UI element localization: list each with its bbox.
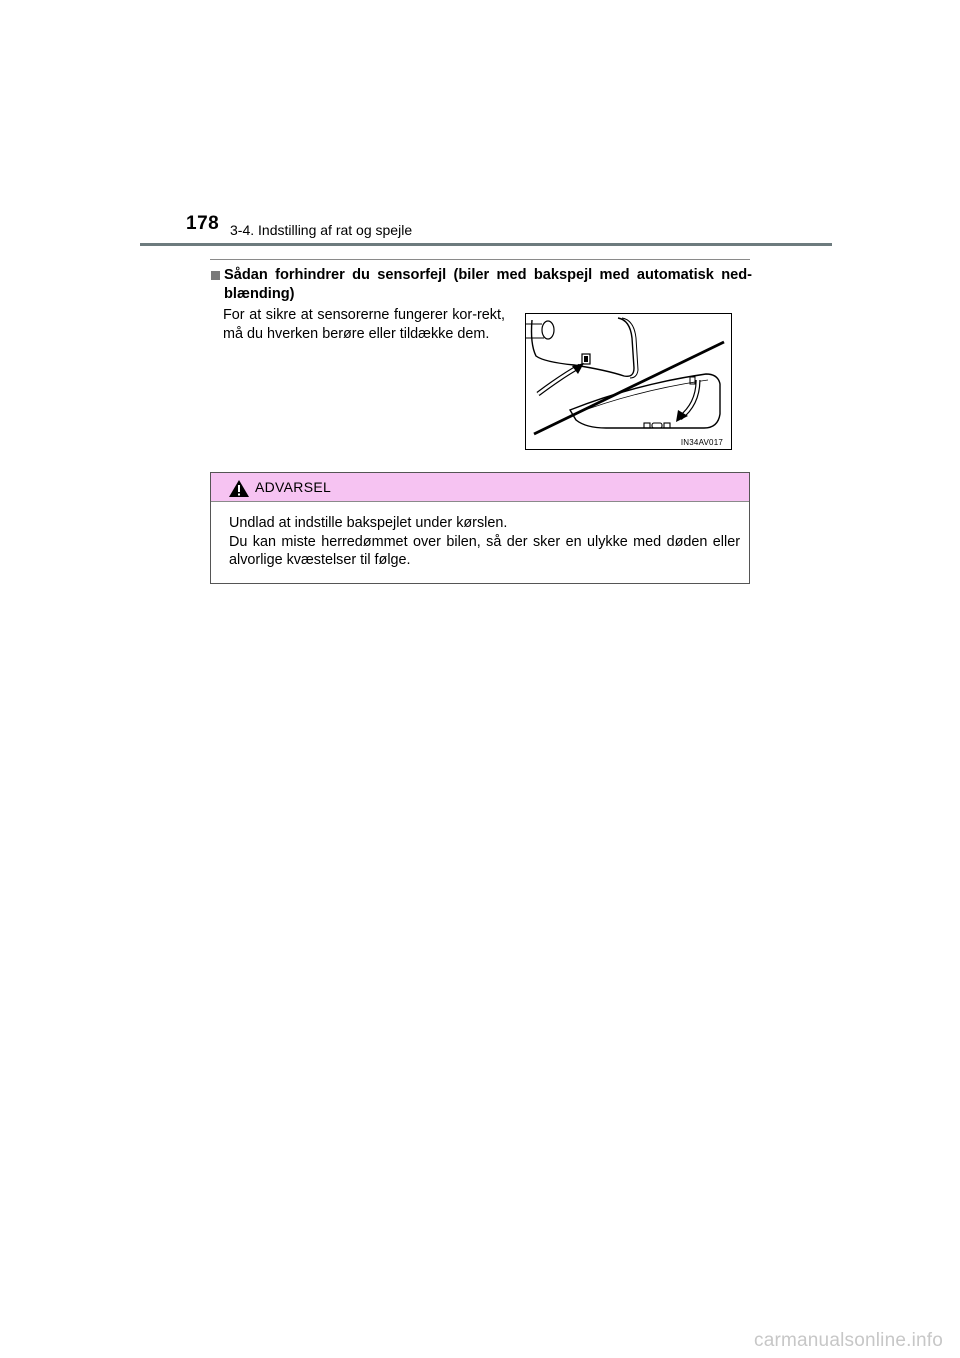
warning-line-2: Du kan miste herredømmet over bilen, så der sker en ulykke med døden eller alvorlige kvæstelser til følge. [229, 533, 740, 568]
mirror-sensor-illustration [525, 313, 732, 450]
warning-header [211, 473, 749, 502]
subsection-heading [210, 266, 752, 304]
warning-body [229, 514, 740, 570]
header-divider [140, 243, 832, 246]
heading-divider [210, 259, 750, 260]
square-bullet-icon [211, 271, 220, 280]
warning-box [210, 472, 750, 584]
heading-text: Sådan forhindrer du sensorfejl (biler med bakspejl med automatisk ned-blænding) [224, 267, 752, 302]
figure-code: IN34AV017 [680, 438, 723, 447]
section-title: 3-4. Indstilling af rat og spejle [230, 222, 413, 238]
warning-line-1: Undlad at indstille bakspejlet under kørslen. [229, 515, 508, 531]
watermark: carmanualsonline.info [754, 1330, 944, 1351]
body-paragraph: For at sikre at sensorerne fungerer kor-rekt, må du hverken berøre eller tildække dem. [223, 307, 505, 342]
warning-triangle-icon [228, 479, 250, 498]
page-number: 178 [186, 213, 220, 234]
warning-title: ADVARSEL [255, 479, 332, 495]
mirror-illustration-icon [526, 314, 731, 449]
